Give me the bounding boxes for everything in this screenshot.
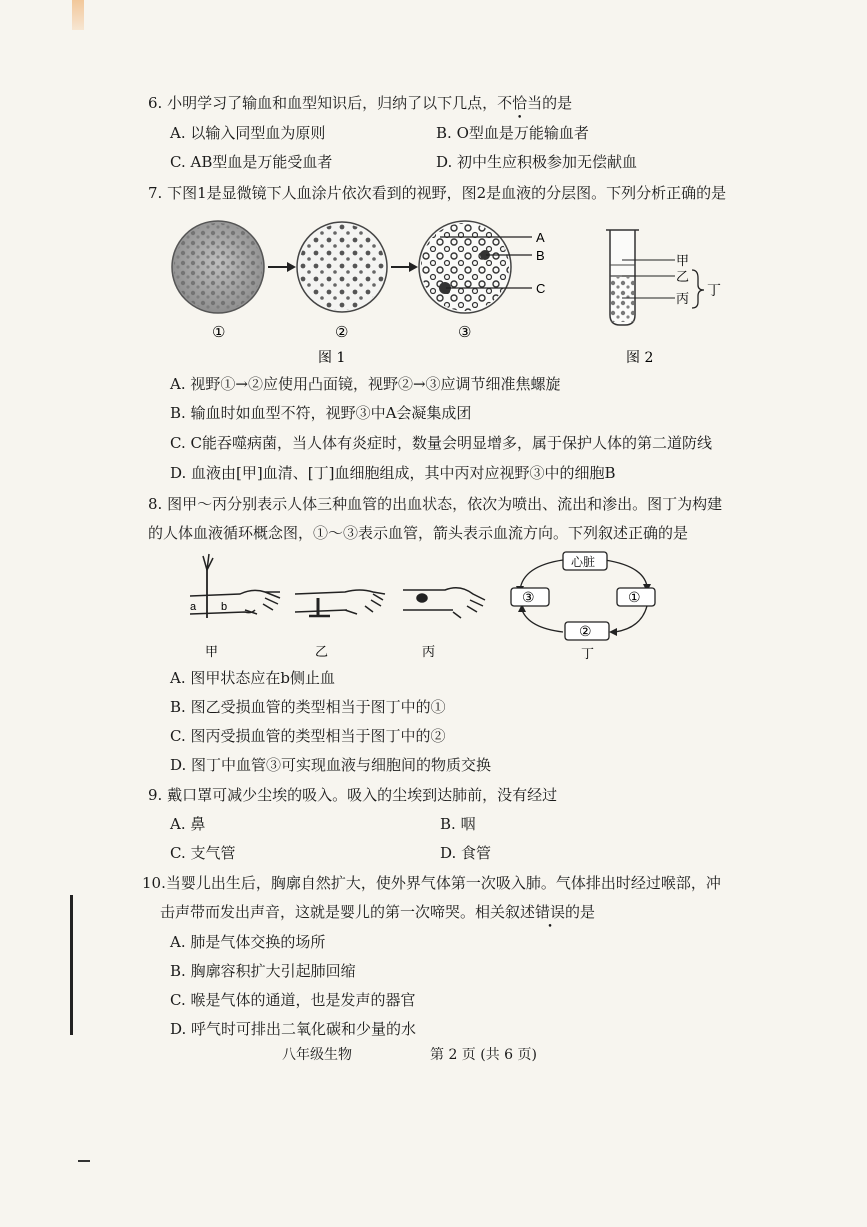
hand-jia-label: 甲 <box>205 645 219 660</box>
vessel-1-label: ① <box>628 590 641 606</box>
scan-binding-line <box>70 895 73 1035</box>
question-8-stem-line2: 的人体血液循环概念图，①～③表示血管，箭头表示血流方向。下列叙述正确的是 <box>148 524 689 542</box>
q9-option-b[interactable]: B. 咽 <box>440 815 476 833</box>
q7-option-b[interactable]: B. 输血时如血型不符，视野③中A会凝集成团 <box>170 404 472 422</box>
footer-page-number: 第 2 页 (共 6 页) <box>430 1047 537 1063</box>
q8-option-d[interactable]: D. 图丁中血管③可实现血液与细胞间的物质交换 <box>170 756 492 774</box>
q10-option-d[interactable]: D. 呼气时可排出二氧化碳和少量的水 <box>170 1020 417 1038</box>
figure-2-caption: 图 2 <box>626 350 654 366</box>
label-c: C <box>536 281 546 296</box>
q7-option-d[interactable]: D. 血液由[甲]血清、[丁]血细胞组成，其中丙对应视野③中的细胞B <box>170 464 616 482</box>
layer-jia: 甲 <box>676 254 690 269</box>
q9-option-c[interactable]: C. 支气管 <box>170 844 236 862</box>
arrow-1-2 <box>268 262 296 272</box>
layer-ding: 丁 <box>707 283 721 299</box>
view-2 <box>297 222 387 312</box>
q9-option-a[interactable]: A. 鼻 <box>170 815 206 833</box>
q10-option-a[interactable]: A. 肺是气体交换的场所 <box>170 933 326 951</box>
q10-option-b[interactable]: B. 胸廓容积扩大引起肺回缩 <box>170 962 356 980</box>
vessel-3-label: ③ <box>522 590 535 606</box>
figure-1-and-2 <box>170 210 730 370</box>
arrow-2-3 <box>391 262 418 272</box>
question-10-stem-line2: 击声带而发出声音，这就是婴儿的第一次啼哭。相关叙述错误的是 <box>160 903 596 921</box>
footer-subject: 八年级生物 <box>282 1047 352 1063</box>
figure-q8 <box>185 548 745 668</box>
view-1-label: ① <box>212 323 226 341</box>
q6-option-d[interactable]: D. 初中生应积极参加无偿献血 <box>436 153 638 171</box>
q6-option-c[interactable]: C. AB型血是万能受血者 <box>170 153 333 171</box>
hand-yi-label: 乙 <box>315 645 329 660</box>
hand-yi <box>295 590 385 616</box>
view-2-label: ② <box>335 323 349 341</box>
label-b-hand: b <box>221 601 228 613</box>
layer-yi: 乙 <box>676 270 690 285</box>
question-10-stem-line1: 10.当婴儿出生后，胸廓自然扩大，使外界气体第一次吸入肺。气体排出时经过喉部，冲 <box>142 874 721 892</box>
q8-option-a[interactable]: A. 图甲状态应在b侧止血 <box>170 669 335 687</box>
label-b: B <box>536 248 545 263</box>
test-tube <box>606 230 704 325</box>
layer-bing: 丙 <box>676 292 690 307</box>
q8-option-b[interactable]: B. 图乙受损血管的类型相当于图丁中的① <box>170 698 446 716</box>
hand-bing <box>403 588 485 618</box>
q10-option-c[interactable]: C. 喉是气体的通道，也是发声的器官 <box>170 991 416 1009</box>
scan-margin-mark <box>72 0 84 30</box>
question-6-stem: 6. 小明学习了输血和血型知识后，归纳了以下几点，不恰当的是 <box>148 94 573 112</box>
q6-option-a[interactable]: A. 以输入同型血为原则 <box>170 124 326 142</box>
question-8-stem-line1: 8. 图甲～丙分别表示人体三种血管的出血状态，依次为喷出、流出和渗出。图丁为构建 <box>148 495 723 513</box>
view-3 <box>419 221 532 313</box>
scan-tick <box>78 1160 90 1162</box>
hand-jia <box>190 554 280 618</box>
q7-option-c[interactable]: C. C能吞噬病菌，当人体有炎症时，数量会明显增多，属于保护人体的第二道防线 <box>170 434 712 452</box>
circulation-caption: 丁 <box>581 647 595 662</box>
view-1 <box>172 221 264 313</box>
heart-label: 心脏 <box>571 555 596 569</box>
label-a-hand: a <box>190 601 197 613</box>
vessel-2-label: ② <box>579 624 592 640</box>
label-a: A <box>536 230 545 245</box>
view-3-label: ③ <box>458 323 472 341</box>
q6-option-b[interactable]: B. O型血是万能输血者 <box>436 124 589 142</box>
question-7-stem: 7. 下图1是显微镜下人血涂片依次看到的视野，图2是血液的分层图。下列分析正确的是 <box>148 184 727 202</box>
q9-option-d[interactable]: D. 食管 <box>440 844 492 862</box>
figure-1-caption: 图 1 <box>318 350 346 366</box>
q7-option-a[interactable]: A. 视野①→②应使用凸面镜，视野②→③应调节细准焦螺旋 <box>170 375 561 393</box>
hand-bing-label: 丙 <box>422 645 436 660</box>
question-9-stem: 9. 戴口罩可减少尘埃的吸入。吸入的尘埃到达肺前，没有经过 <box>148 786 558 804</box>
q8-option-c[interactable]: C. 图丙受损血管的类型相当于图丁中的② <box>170 727 446 745</box>
